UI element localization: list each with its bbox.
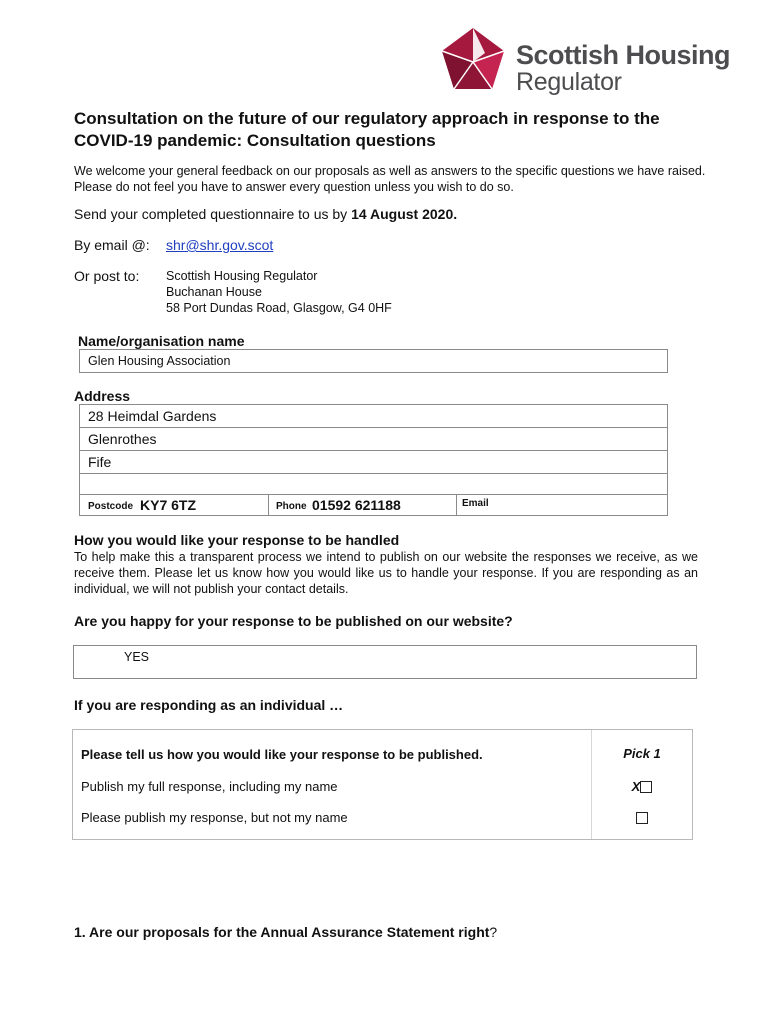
- postcode-field[interactable]: [80, 495, 269, 516]
- postal-address: [166, 268, 392, 316]
- publish-answer-field[interactable]: [73, 645, 697, 679]
- send-deadline: 14 August 2020.: [351, 206, 458, 222]
- address-line[interactable]: 28 Heimdal Gardens: [80, 405, 667, 428]
- email-field-label: Email: [462, 498, 489, 509]
- publish-preference-table: [72, 729, 693, 840]
- email-label: By email @:: [74, 237, 150, 253]
- publish-answer: YES: [124, 650, 150, 664]
- option-label: Please publish my response, but not my name: [81, 810, 348, 825]
- postal-address-line: Buchanan House: [166, 285, 262, 299]
- postcode-value: KY7 6TZ: [140, 497, 197, 513]
- name-value: Glen Housing Association: [88, 354, 231, 368]
- logo: [440, 26, 730, 94]
- checkbox-icon[interactable]: [640, 781, 652, 793]
- option-check[interactable]: [591, 778, 693, 794]
- phone-value: 01592 621188: [312, 497, 401, 513]
- post-label: Or post to:: [74, 268, 140, 284]
- question-1: [74, 924, 497, 940]
- email-field[interactable]: [456, 495, 667, 516]
- address-field[interactable]: [79, 404, 668, 516]
- intro-text: We welcome your general feedback on our proposals as well as answers to the specific questions we have raised. Please do not feel you have to answer every question unless you wish to do so.: [74, 164, 706, 194]
- address-label: Address: [74, 388, 131, 404]
- postal-address-line: 58 Port Dundas Road, Glasgow, G4 0HF: [166, 301, 392, 315]
- question-1-suffix: ?: [489, 924, 498, 940]
- postcode-label: Postcode: [88, 501, 134, 512]
- address-line[interactable]: Glenrothes: [80, 428, 667, 451]
- option-label: Publish my full response, including my name: [81, 779, 338, 794]
- page-title: Consultation on the future of our regulatory approach in response to the COVID-19 pandemic: Consultation questions: [74, 109, 660, 150]
- address-line[interactable]: Fife: [80, 451, 667, 474]
- handling-text: To help make this a transparent process we intend to publish on our website the responses we receive, as we receive them. Please let us know how you would like us to handle your response. If you are responding as an individual, we will not publish your contact details.: [74, 550, 698, 596]
- pick-header: Pick 1: [623, 746, 661, 761]
- scottish-housing-regulator-logo-icon: [440, 26, 506, 92]
- handling-heading: How you would like your response to be handled: [74, 532, 400, 548]
- table-header: Please tell us how you would like your response to be published.: [81, 747, 483, 762]
- name-field[interactable]: [79, 349, 668, 373]
- logo-text-line1: Scottish Housing: [516, 40, 730, 70]
- email-link[interactable]: shr@shr.gov.scot: [166, 237, 274, 253]
- name-label: Name/organisation name: [78, 333, 245, 349]
- phone-field[interactable]: [268, 495, 457, 516]
- publish-question: Are you happy for your response to be published on our website?: [74, 613, 513, 629]
- individual-heading: If you are responding as an individual …: [74, 697, 344, 713]
- send-prefix: Send your completed questionnaire to us by: [74, 206, 352, 222]
- option-check[interactable]: [591, 809, 693, 825]
- check-mark: X: [631, 779, 641, 795]
- postal-address-line: Scottish Housing Regulator: [166, 269, 318, 283]
- address-line[interactable]: [80, 474, 667, 495]
- question-1-text: 1. Are our proposals for the Annual Assurance Statement right: [74, 924, 490, 940]
- logo-text-line2: Regulator: [516, 68, 622, 96]
- phone-label: Phone: [276, 501, 307, 512]
- checkbox-icon[interactable]: [636, 812, 648, 824]
- send-instruction: [74, 206, 457, 222]
